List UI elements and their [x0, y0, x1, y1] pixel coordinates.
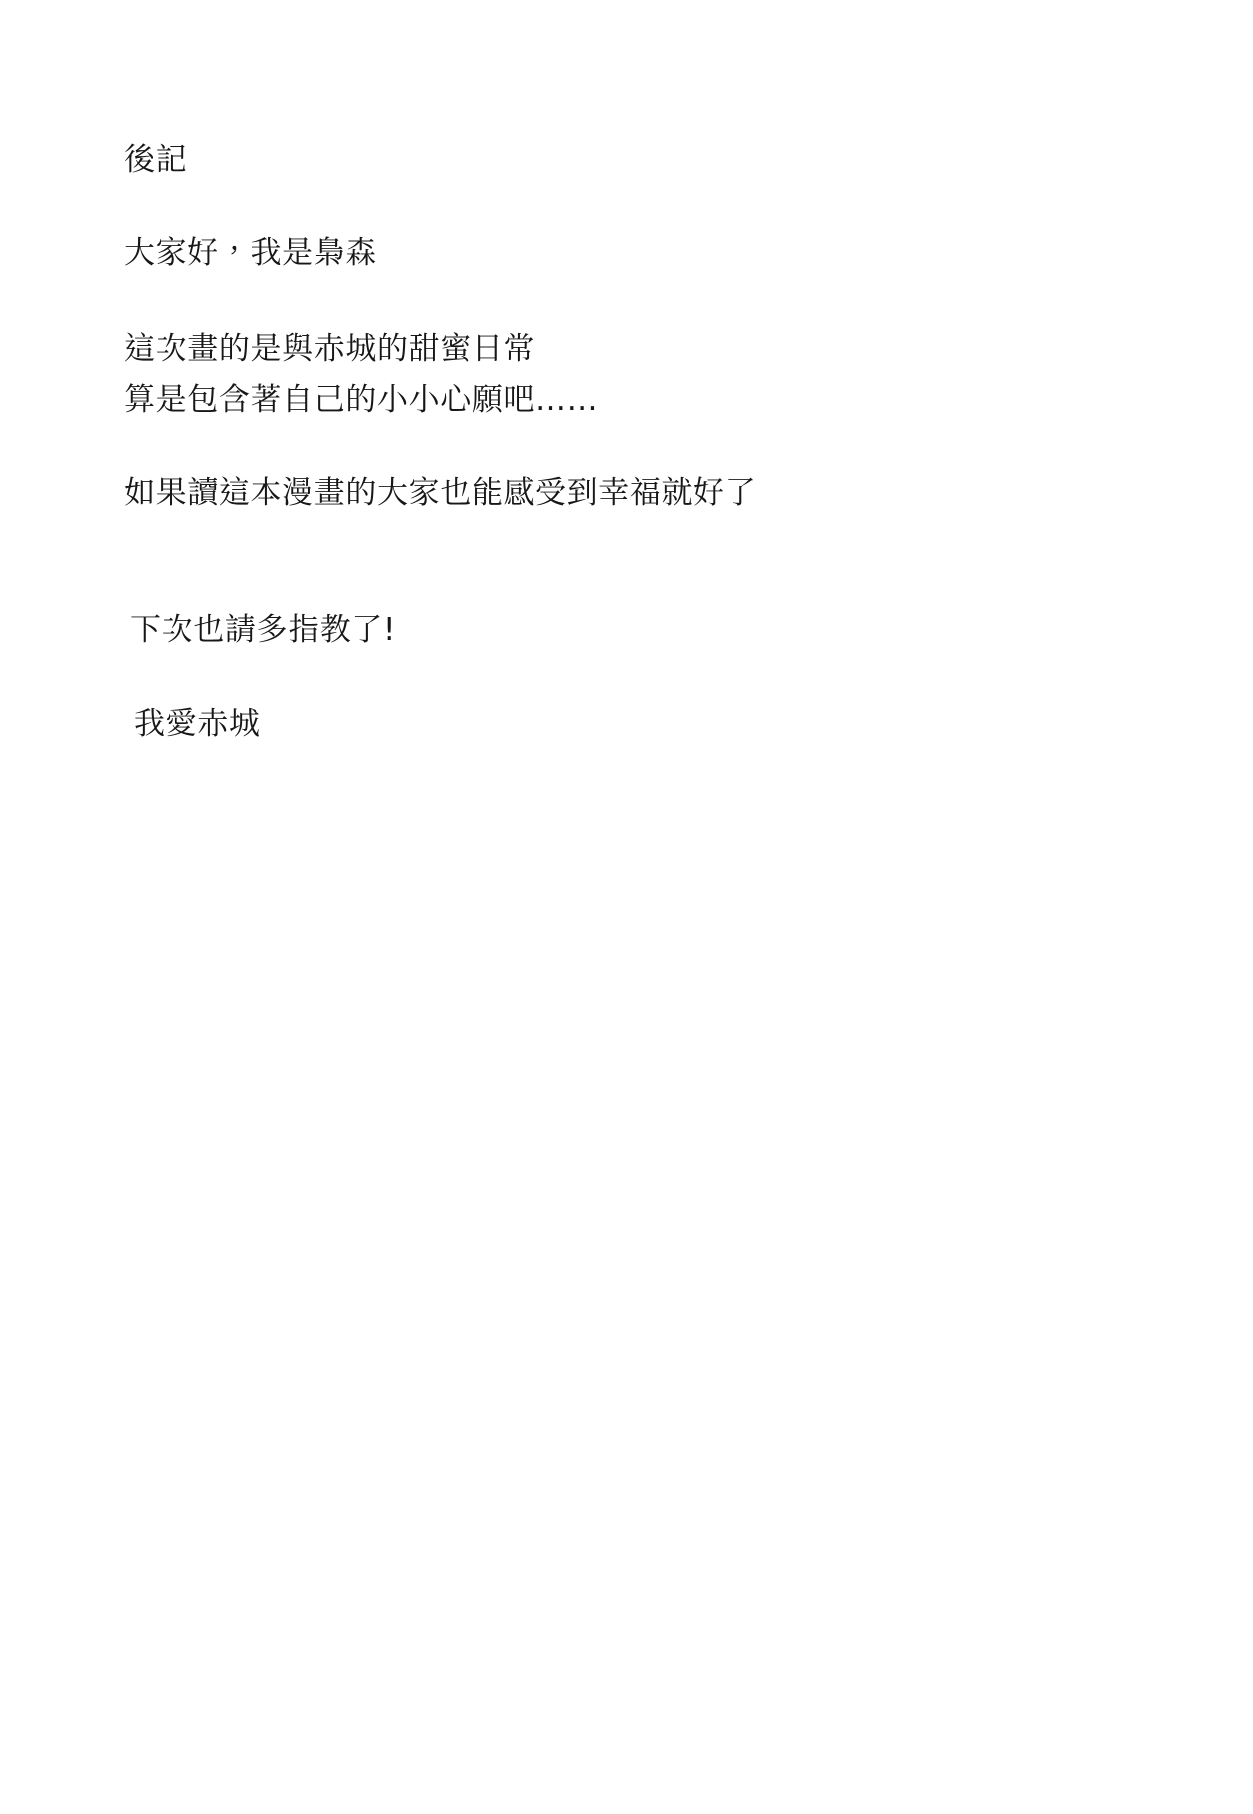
love-line: 我愛赤城 — [134, 705, 261, 742]
body-line-1: 這次畫的是與赤城的甜蜜日常 — [124, 330, 536, 367]
page-bottom-margin — [0, 1808, 1253, 1814]
afterword-body-block — [124, 327, 1084, 424]
afterword-wish-block — [124, 471, 1084, 516]
afterword-love-block — [124, 702, 1084, 747]
afterword-text-block — [124, 138, 1084, 747]
afterword-greeting-block — [124, 231, 1084, 276]
page-title: 後記 — [124, 142, 188, 178]
greeting-line: 大家好，我是梟森 — [124, 235, 377, 272]
wish-line: 如果讀這本漫畫的大家也能感受到幸福就好了 — [124, 475, 757, 511]
afterword-next-block — [124, 608, 1084, 653]
body-line-2: 算是包含著自己的小小心願吧…… — [124, 381, 599, 418]
next-line: 下次也請多指教了! — [130, 612, 397, 649]
afterword-heading-block — [124, 138, 1084, 183]
